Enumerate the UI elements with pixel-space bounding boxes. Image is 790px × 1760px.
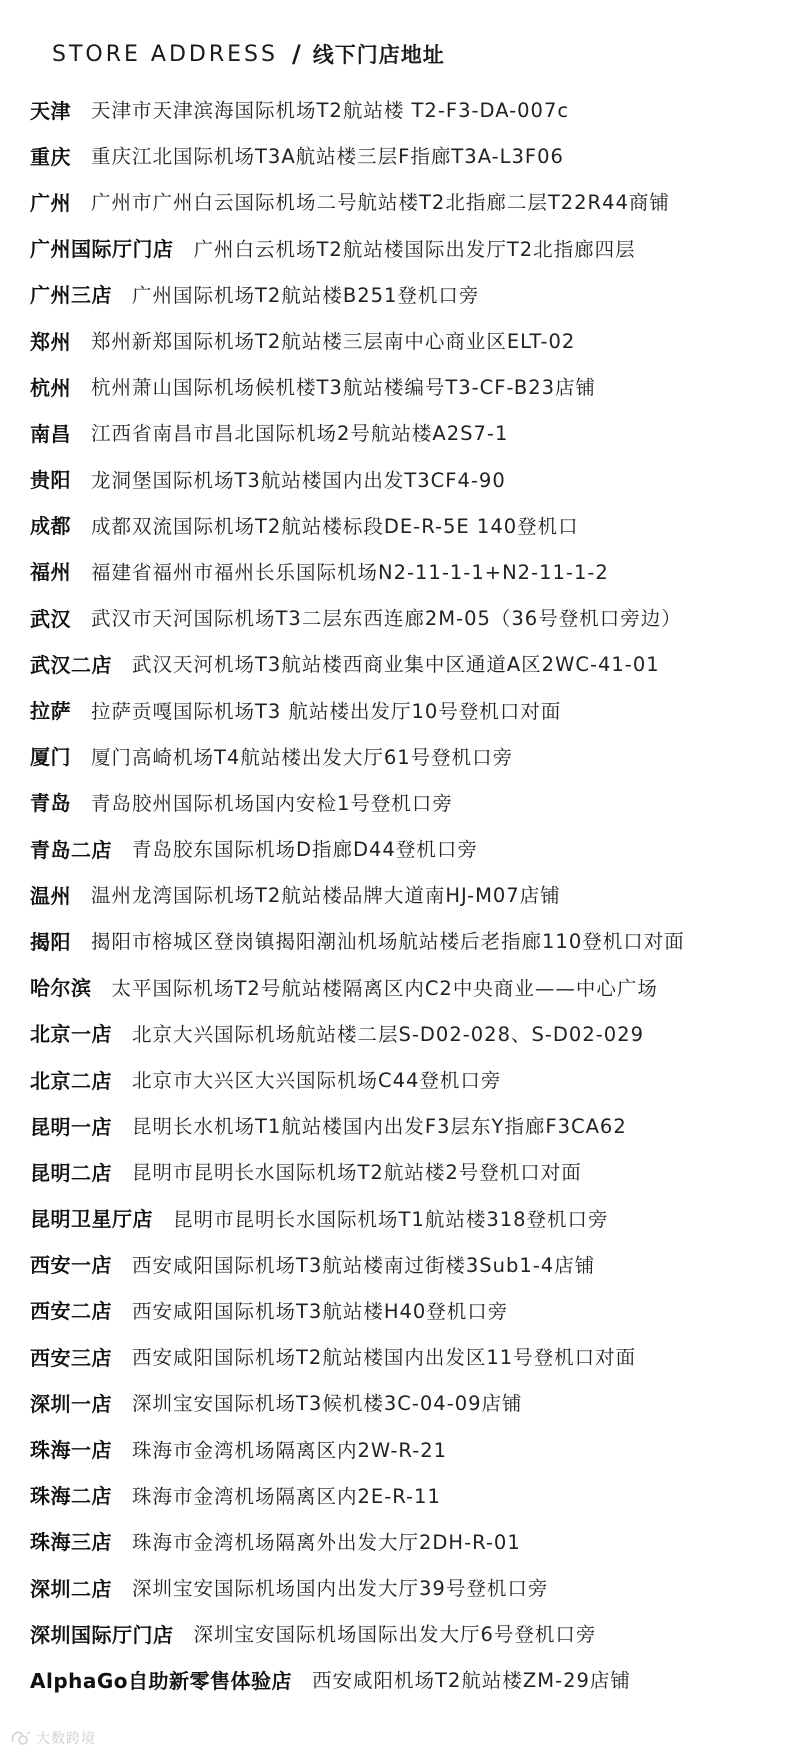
store-city: 珠海一店 [30,1438,112,1463]
logo-icon [10,1730,32,1746]
store-city: 贵阳 [30,468,71,493]
store-row [30,86,780,132]
store-row [30,317,780,363]
store-city: 昆明卫星厅店 [30,1207,153,1232]
store-address: 北京大兴国际机场航站楼二层S-D02-028、S-D02-029 [132,1022,644,1046]
store-city: 青岛二店 [30,837,112,862]
store-address: 厦门高崎机场T4航站楼出发大厅61号登机口旁 [91,745,514,769]
store-address: 武汉市天河国际机场T3二层东西连廊2M-05（36号登机口旁边） [91,607,682,631]
store-row [30,1656,780,1702]
store-city: 武汉二店 [30,652,112,677]
store-row [30,1148,780,1194]
store-city: 深圳国际厅门店 [30,1622,174,1647]
store-row [30,1379,780,1425]
store-city: 昆明一店 [30,1114,112,1139]
store-row [30,871,780,917]
header-title-cn: 线下门店地址 [312,43,445,67]
store-address: 珠海市金湾机场隔离区内2E-R-11 [132,1484,441,1508]
store-row [30,779,780,825]
store-address: 青岛胶州国际机场国内安检1号登机口旁 [91,791,453,815]
store-city: 广州 [30,190,71,215]
store-row [30,1102,780,1148]
store-address: 西安咸阳机场T2航站楼ZM-29店铺 [312,1669,631,1693]
store-city: 昆明二店 [30,1160,112,1185]
store-row [30,1056,780,1102]
store-row [30,178,780,224]
store-city: 广州三店 [30,283,112,308]
store-city: 重庆 [30,144,71,169]
store-city: 成都 [30,514,71,539]
store-address-list [30,86,780,1703]
store-address: 广州白云机场T2航站楼国际出发厅T2北指廊四层 [193,237,636,261]
store-row [30,548,780,594]
store-address: 昆明市昆明长水国际机场T1航站楼318登机口旁 [173,1207,609,1231]
store-address: 太平国际机场T2号航站楼隔离区内C2中央商业——中心广场 [111,976,658,1000]
store-row [30,1287,780,1333]
store-row [30,132,780,178]
store-address: 揭阳市榕城区登岗镇揭阳潮汕机场航站楼后老指廊110登机口对面 [91,930,685,954]
store-row [30,409,780,455]
store-city: 北京二店 [30,1068,112,1093]
store-city: 揭阳 [30,929,71,954]
store-address: 武汉天河机场T3航站楼西商业集中区通道A区2WC-41-01 [132,653,660,677]
store-city: 杭州 [30,375,71,400]
store-city: 广州国际厅门店 [30,237,174,262]
store-city: 珠海三店 [30,1530,112,1555]
store-address: 重庆江北国际机场T3A航站楼三层F指廊T3A-L3F06 [91,145,564,169]
store-row [30,825,780,871]
store-address: 珠海市金湾机场隔离外出发大厅2DH-R-01 [132,1530,521,1554]
store-city: 福州 [30,560,71,585]
store-city: 深圳一店 [30,1391,112,1416]
store-row [30,733,780,779]
store-address: 西安咸阳国际机场T3航站楼南过街楼3Sub1-4店铺 [132,1253,596,1277]
store-row [30,1333,780,1379]
store-row [30,686,780,732]
store-row [30,594,780,640]
store-city: 郑州 [30,329,71,354]
store-city: 南昌 [30,421,71,446]
store-address: 杭州萧山国际机场候机楼T3航站楼编号T3-CF-B23店铺 [91,376,597,400]
store-row [30,1425,780,1471]
store-address: 江西省南昌市昌北国际机场2号航站楼A2S7-1 [91,422,509,446]
store-address: 珠海市金湾机场隔离区内2W-R-21 [132,1438,448,1462]
store-address: 昆明长水机场T1航站楼国内出发F3层东Y指廊F3CA62 [132,1115,627,1139]
store-address: 北京市大兴区大兴国际机场C44登机口旁 [132,1069,502,1093]
store-address: 拉萨贡嘎国际机场T3 航站楼出发厅10号登机口对面 [91,699,562,723]
store-row [30,456,780,502]
store-address: 郑州新郑国际机场T2航站楼三层南中心商业区ELT-02 [91,330,576,354]
store-city: 武汉 [30,606,71,631]
store-row [30,1195,780,1241]
store-address: 龙洞堡国际机场T3航站楼国内出发T3CF4-90 [91,468,506,492]
store-address: 深圳宝安国际机场国际出发大厅6号登机口旁 [193,1623,597,1647]
store-row [30,917,780,963]
store-address: 广州国际机场T2航站楼B251登机口旁 [132,283,480,307]
store-row [30,225,780,271]
store-address: 青岛胶东国际机场D指廊D44登机口旁 [132,838,478,862]
store-city: 珠海二店 [30,1484,112,1509]
store-address: 西安咸阳国际机场T3航站楼H40登机口旁 [132,1299,509,1323]
store-city: 青岛 [30,791,71,816]
store-address: 福建省福州市福州长乐国际机场N2-11-1-1+N2-11-1-2 [91,560,609,584]
store-city: 北京一店 [30,1022,112,1047]
store-address: 温州龙湾国际机场T2航站楼品牌大道南HJ-M07店铺 [91,884,561,908]
store-row [30,1472,780,1518]
store-row [30,964,780,1010]
store-row [30,1518,780,1564]
header-title-en: STORE ADDRESS [52,41,278,67]
store-row [30,502,780,548]
store-city: 深圳二店 [30,1576,112,1601]
store-city: 西安三店 [30,1345,112,1370]
store-address: 成都双流国际机场T2航站楼标段DE-R-5E 140登机口 [91,514,579,538]
store-row [30,1564,780,1610]
store-row [30,363,780,409]
store-row [30,1010,780,1056]
store-city: 西安二店 [30,1299,112,1324]
page-header [52,34,445,74]
store-row [30,271,780,317]
header-separator: / [291,40,301,68]
store-address: 广州市广州白云国际机场二号航站楼T2北指廊二层T22R44商铺 [91,191,670,215]
store-row [30,640,780,686]
watermark [10,1726,96,1750]
store-address: 天津市天津滨海国际机场T2航站楼 T2-F3-DA-007c [91,99,570,123]
store-city: 哈尔滨 [30,976,92,1001]
store-row [30,1241,780,1287]
store-address: 深圳宝安国际机场国内出发大厅39号登机口旁 [132,1577,549,1601]
watermark-text: 大数跨境 [36,1731,96,1747]
store-city: 厦门 [30,745,71,770]
store-city: 西安一店 [30,1253,112,1278]
store-address: 昆明市昆明长水国际机场T2航站楼2号登机口对面 [132,1161,582,1185]
store-row [30,1610,780,1656]
store-address: 西安咸阳国际机场T2航站楼国内出发区11号登机口对面 [132,1346,637,1370]
store-city: 天津 [30,98,71,123]
store-city: AlphaGo自助新零售体验店 [30,1668,293,1693]
store-city: 拉萨 [30,699,71,724]
store-address: 深圳宝安国际机场T3候机楼3C-04-09店铺 [132,1392,523,1416]
store-city: 温州 [30,883,71,908]
